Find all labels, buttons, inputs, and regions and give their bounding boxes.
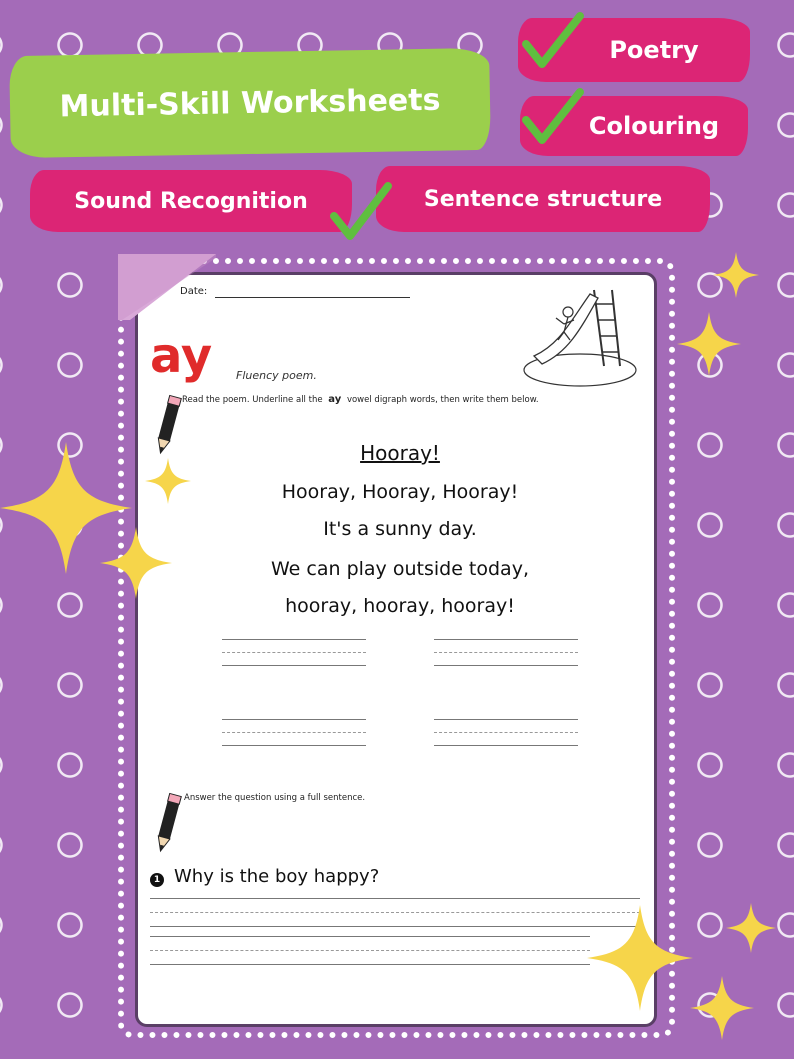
sparkle-star-icon <box>713 252 759 298</box>
writing-line <box>222 745 366 746</box>
date-line <box>215 297 410 298</box>
title-banner-text: Multi-Skill Worksheets <box>59 82 441 124</box>
writing-line <box>222 652 366 653</box>
check-icon-poetry <box>520 10 586 72</box>
check-icon-sound <box>328 178 394 244</box>
writing-line <box>222 732 366 733</box>
writing-line <box>222 665 366 666</box>
answer-line <box>150 964 590 965</box>
writing-line <box>434 665 578 666</box>
question-number-badge <box>150 873 164 887</box>
poem-instruction <box>182 394 582 407</box>
digraph-heading: ay <box>150 328 213 384</box>
question-number: 1 <box>153 875 161 885</box>
sentence-structure-banner <box>376 166 710 232</box>
title-banner <box>9 48 491 158</box>
sparkle-star-icon <box>690 972 754 1044</box>
sound-recognition-banner <box>30 170 352 232</box>
pencil-icon <box>150 790 186 856</box>
date-label: Date: <box>180 286 208 297</box>
instruction-text-start: Read the poem. Underline all the <box>182 395 323 405</box>
writing-line <box>434 652 578 653</box>
colouring-banner-text: Colouring <box>588 112 720 140</box>
sparkle-star-icon <box>100 525 172 601</box>
poem-title: Hooray! <box>360 441 440 465</box>
answer-instruction: Answer the question using a full sentence. <box>184 793 366 803</box>
answer-line[interactable] <box>150 936 590 937</box>
poem-line: We can play outside today, <box>271 558 529 580</box>
answer-line <box>150 912 640 913</box>
writing-line[interactable] <box>434 639 578 640</box>
slide-illustration <box>520 282 646 394</box>
instruction-digraph: ay <box>328 394 342 405</box>
answer-line <box>150 950 590 951</box>
sparkle-star-icon <box>726 900 776 956</box>
check-icon-colouring <box>520 86 586 148</box>
writing-line[interactable] <box>434 719 578 720</box>
poem-line: It's a sunny day. <box>323 518 477 540</box>
writing-line[interactable] <box>222 639 366 640</box>
instruction-text-end: vowel digraph words, then write them below. <box>346 395 539 405</box>
answer-line[interactable] <box>150 898 640 899</box>
sound-recognition-banner-text: Sound Recognition <box>74 188 308 214</box>
sparkle-star-icon <box>582 905 698 1011</box>
sparkle-star-icon <box>676 312 742 376</box>
writing-line <box>434 745 578 746</box>
poetry-banner-text: Poetry <box>609 36 699 64</box>
sparkle-star-icon <box>145 455 191 507</box>
answer-line <box>150 926 640 927</box>
pencil-icon <box>150 392 186 458</box>
writing-line <box>434 732 578 733</box>
sentence-structure-banner-text: Sentence structure <box>423 186 663 212</box>
writing-line[interactable] <box>222 719 366 720</box>
subtitle: Fluency poem. <box>236 369 317 382</box>
poem-line: hooray, hooray, hooray! <box>285 595 515 617</box>
question-text: Why is the boy happy? <box>174 866 380 887</box>
poem-line: Hooray, Hooray, Hooray! <box>281 481 519 503</box>
